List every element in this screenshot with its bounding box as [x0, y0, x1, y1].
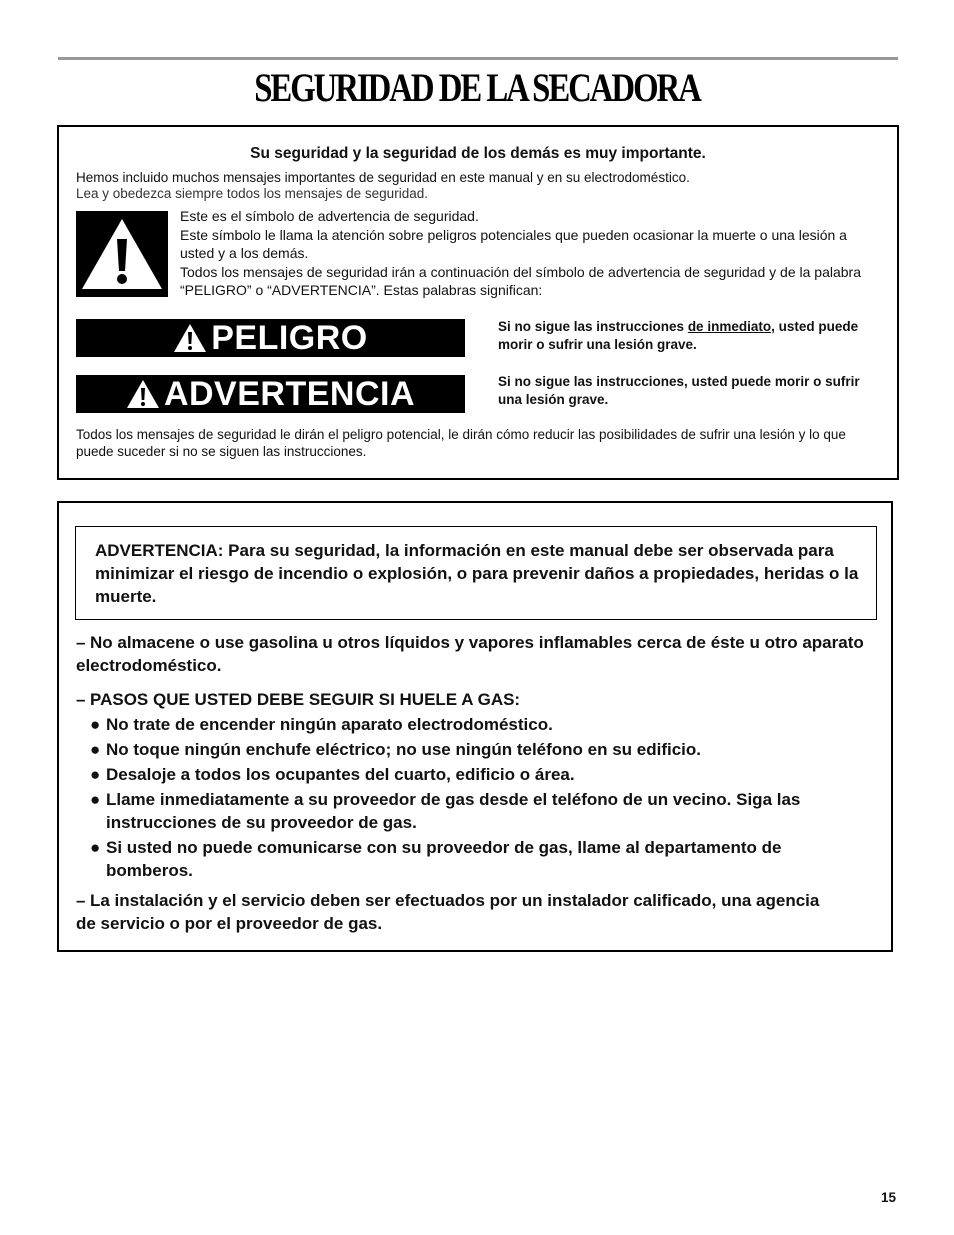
- advertencia-label: ADVERTENCIA: [163, 374, 416, 413]
- intro-line-1: Hemos incluido muchos mensajes importantes de seguridad en este manual y en su electrodoméstico.: [76, 170, 690, 185]
- warning-steps-heading: – PASOS QUE USTED DEBE SEGUIR SI HUELE A GAS:: [76, 690, 521, 709]
- safety-alert-triangle-icon: [76, 211, 168, 297]
- symbol-text-1: Este es el símbolo de advertencia de seguridad.: [180, 208, 479, 224]
- warning-item-gasoline: – No almacene o use gasolina u otros líquidos y vapores inflamables cerca de éste u otro aparato electrodoméstico.: [76, 633, 864, 675]
- list-item: ● Si usted no puede comunicarse con su proveedor de gas, llame al departamento de bomberos.: [90, 838, 782, 880]
- symbol-text-3: Todos los mensajes de seguridad irán a continuación del símbolo de advertencia de seguridad y de la palabra “PELIGRO” o “ADVERTENCIA”. Estas palabras significan:: [180, 263, 861, 298]
- safety-intro: [76, 170, 690, 202]
- advertencia-description: Si no sigue las instrucciones, usted puede morir o sufrir una lesión grave.: [498, 374, 860, 407]
- page-title: SEGURIDAD DE LA SECADORA: [254, 65, 700, 110]
- advertencia-banner: [76, 375, 465, 413]
- intro-line-2: Lea y obedezca siempre todos los mensajes de seguridad.: [76, 186, 428, 201]
- symbol-explanation: [180, 207, 880, 300]
- list-item: ● Llame inmediatamente a su proveedor de gas desde el teléfono de un vecino. Siga las instrucciones de su proveedor de gas.: [90, 790, 801, 832]
- alert-triangle-icon: [126, 379, 160, 409]
- gas-warning-box: [57, 501, 893, 952]
- warning-item-installation: – La instalación y el servicio deben ser efectuados por un instalador calificado, una agencia de servicio o por el proveedor de gas.: [76, 891, 820, 933]
- safety-headline: Su seguridad y la seguridad de los demás es muy importante.: [250, 145, 706, 162]
- list-item: ● Desaloje a todos los ocupantes del cuarto, edificio o área.: [90, 765, 575, 784]
- list-item: ● No toque ningún enchufe eléctrico; no use ningún teléfono en su edificio.: [90, 740, 702, 759]
- safety-info-box: [57, 125, 899, 480]
- peligro-banner: [76, 319, 465, 357]
- gas-steps-list: [90, 713, 870, 884]
- peligro-label: PELIGRO: [211, 318, 368, 357]
- peligro-description: Si no sigue las instrucciones de inmediato, usted puede morir o sufrir una lesión grave.: [498, 319, 859, 352]
- warning-header-box: [75, 526, 877, 620]
- warning-header-text: ADVERTENCIA: Para su seguridad, la información en este manual debe ser observada para minimizar el riesgo de incendio o explosión, o para prevenir daños a propiedades, heridas o la muerte.: [95, 541, 859, 606]
- symbol-text-2: Este símbolo le llama la atención sobre peligros potenciales que pueden ocasionar la muerte o una lesión a usted y a los demás.: [180, 226, 847, 261]
- list-item: ● No trate de encender ningún aparato electrodoméstico.: [90, 715, 553, 734]
- safety-closing-text: Todos los mensajes de seguridad le dirán el peligro potencial, le dirán cómo reducir las posibilidades de sufrir una lesión y lo que puede suceder si no se siguen las instrucciones.: [76, 427, 846, 459]
- top-rule: [58, 57, 898, 60]
- page-number: 15: [881, 1190, 897, 1205]
- alert-triangle-icon: [173, 323, 207, 353]
